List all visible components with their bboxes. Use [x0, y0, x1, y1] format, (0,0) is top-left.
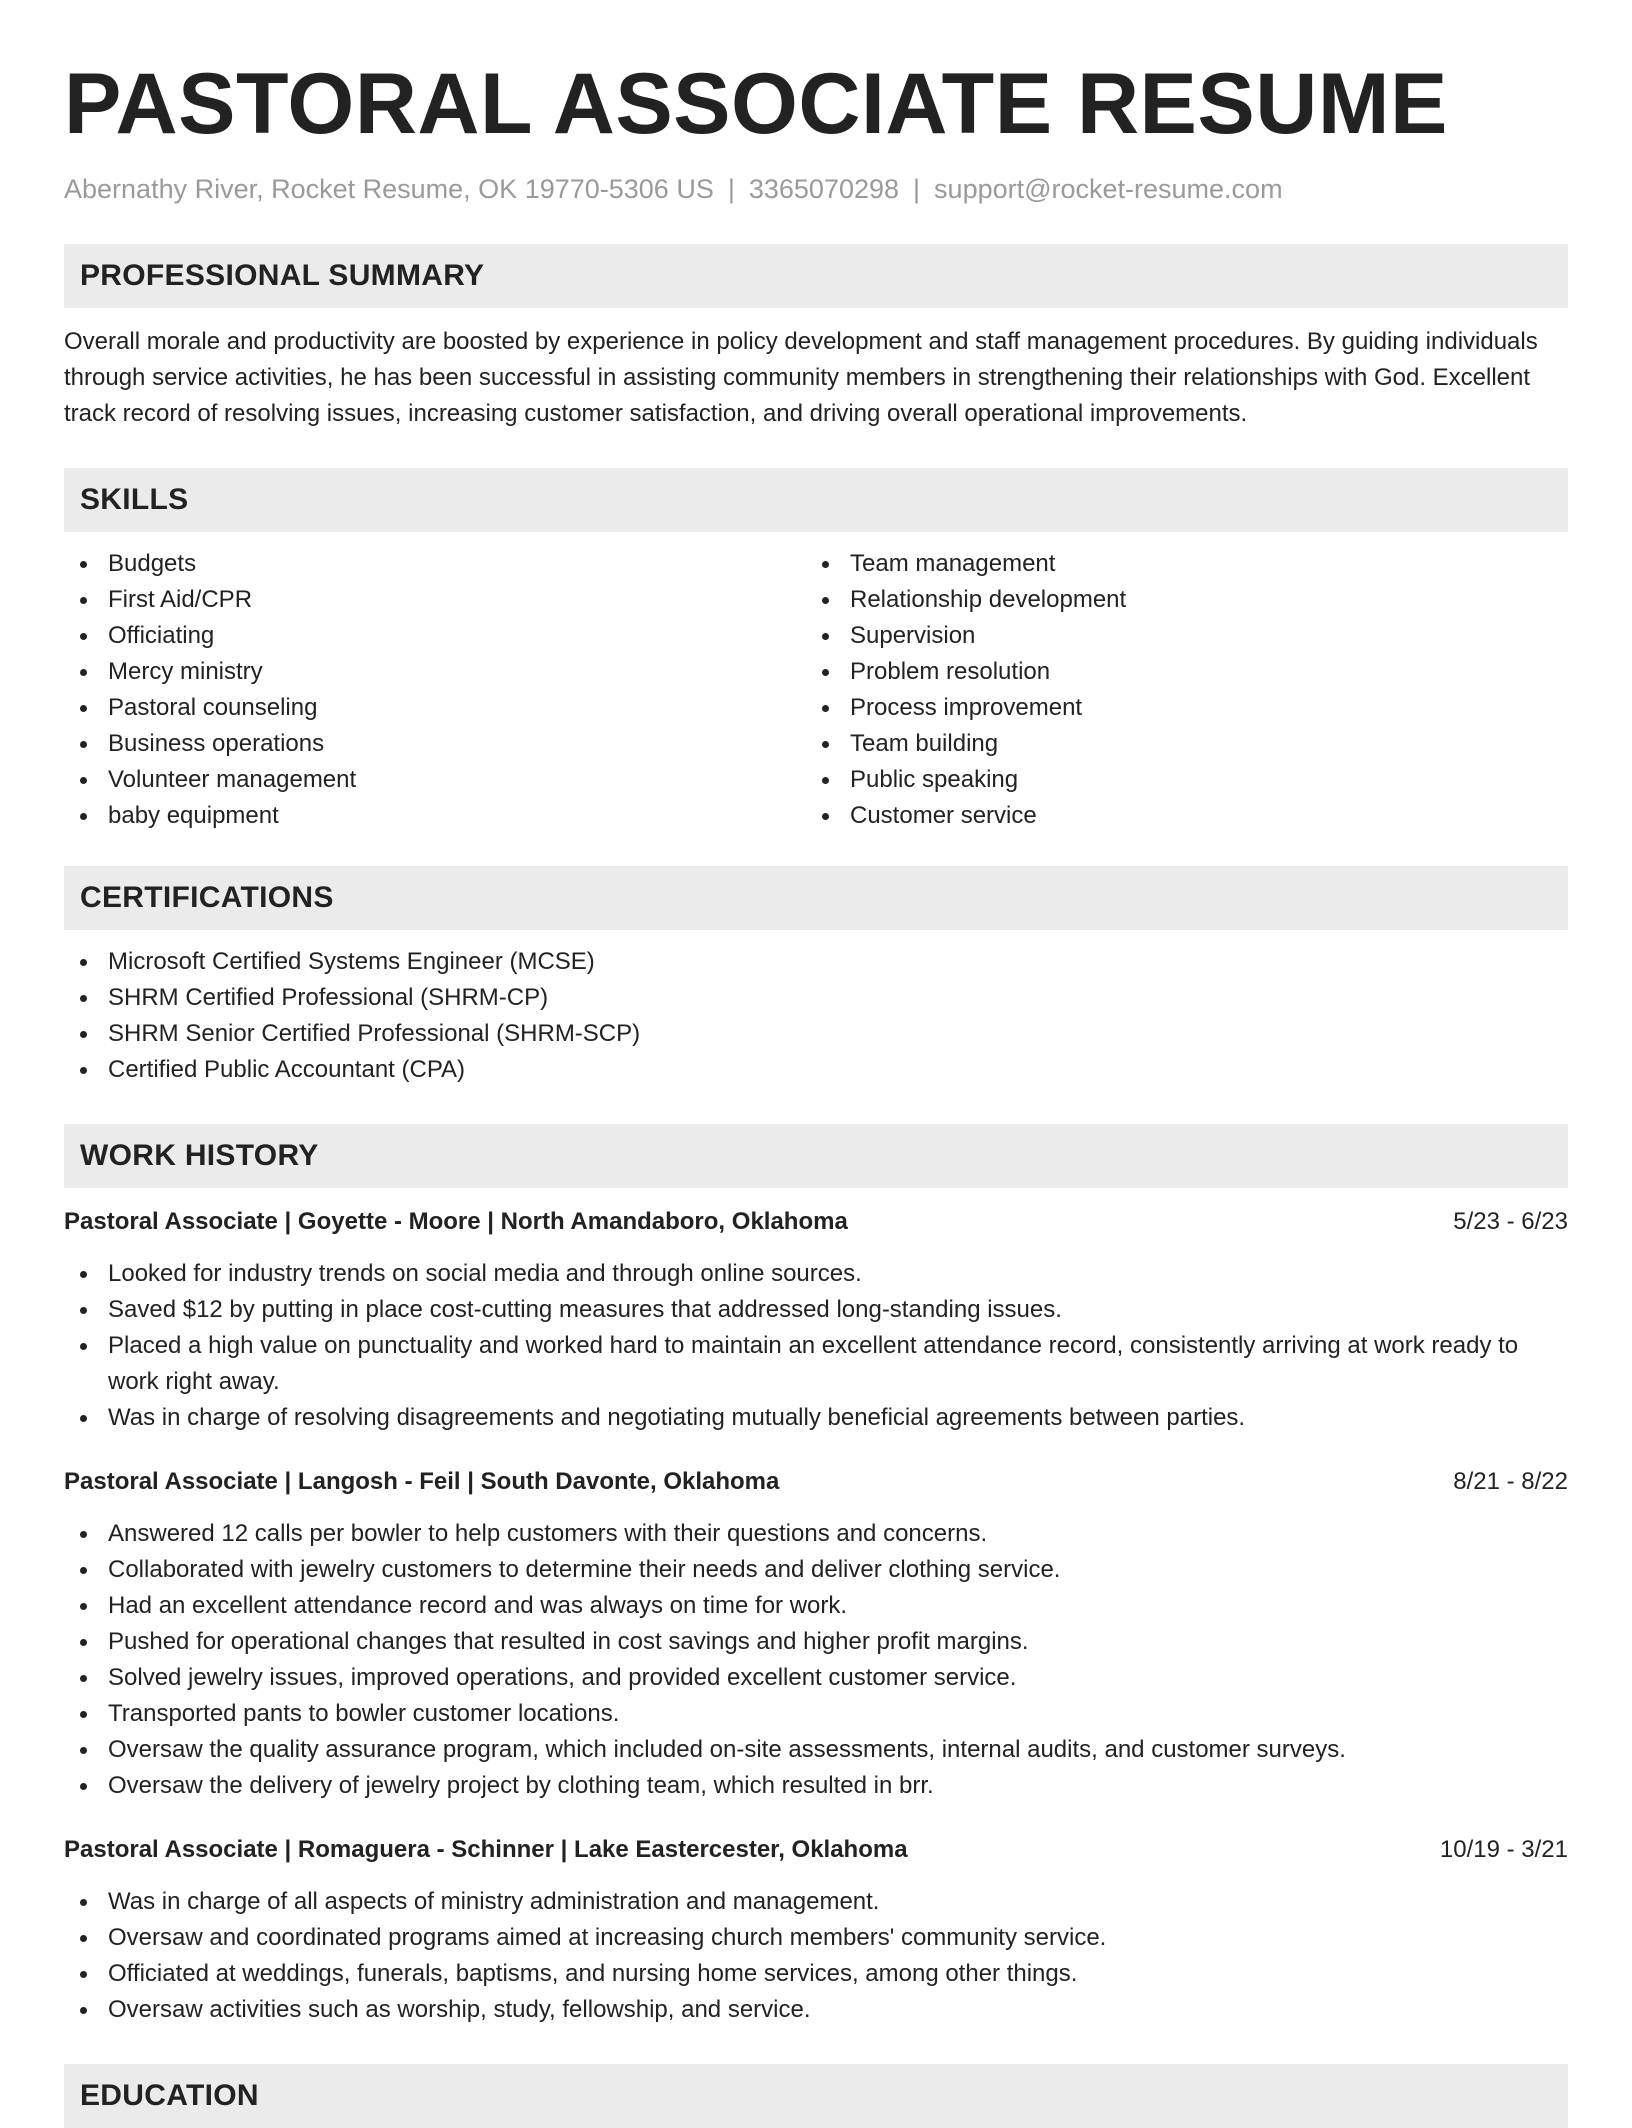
- section-header-certifications: CERTIFICATIONS: [64, 866, 1568, 930]
- certification-item: SHRM Certified Professional (SHRM-CP): [64, 980, 1568, 1016]
- skill-item: First Aid/CPR: [64, 582, 806, 618]
- job-entry: [64, 1464, 1568, 1804]
- contact-line: [64, 172, 1568, 206]
- job-title: Pastoral Associate | Goyette - Moore | North Amandaboro, Oklahoma: [64, 1208, 848, 1235]
- skills-list-right: [806, 546, 1548, 834]
- job-bullet: Had an excellent attendance record and was always on time for work.: [64, 1588, 1568, 1624]
- skills-list-left: [64, 546, 806, 834]
- contact-email: support@rocket-resume.com: [934, 174, 1283, 204]
- section-header-education: EDUCATION: [64, 2064, 1568, 2128]
- job-bullet: Placed a high value on punctuality and worked hard to maintain an excellent attendance record, consistently arriving at work ready to work right away.: [64, 1328, 1568, 1400]
- certifications-list: [64, 944, 1568, 1088]
- job-bullet: Transported pants to bowler customer locations.: [64, 1696, 1568, 1732]
- skill-item: Team management: [806, 546, 1548, 582]
- skill-item: Public speaking: [806, 762, 1548, 798]
- skill-item: Officiating: [64, 618, 806, 654]
- job-dates: 10/19 - 3/21: [1439, 1836, 1568, 1863]
- certification-item: SHRM Senior Certified Professional (SHRM-SCP): [64, 1016, 1568, 1052]
- certification-item: Microsoft Certified Systems Engineer (MCSE): [64, 944, 1568, 980]
- job-bullet: Oversaw the delivery of jewelry project by clothing team, which resulted in brr.: [64, 1768, 1568, 1804]
- job-bullet: Officiated at weddings, funerals, baptisms, and nursing home services, among other things.: [64, 1956, 1568, 1992]
- skill-item: Supervision: [806, 618, 1548, 654]
- contact-phone: 3365070298: [748, 174, 900, 204]
- skill-item: Customer service: [806, 798, 1548, 834]
- job-entry: [64, 1832, 1568, 2028]
- job-bullet: Was in charge of all aspects of ministry administration and management.: [64, 1884, 1568, 1920]
- skill-item: Mercy ministry: [64, 654, 806, 690]
- job-bullets: [64, 1256, 1568, 1436]
- job-bullets: [64, 1516, 1568, 1804]
- job-bullet: Pushed for operational changes that resulted in cost savings and higher profit margins.: [64, 1624, 1568, 1660]
- section-header-skills: SKILLS: [64, 468, 1568, 532]
- job-bullet: Saved $12 by putting in place cost-cutting measures that addressed long-standing issues.: [64, 1292, 1568, 1328]
- job-header: [64, 1464, 1568, 1500]
- job-entry: [64, 1204, 1568, 1436]
- certification-item: Certified Public Accountant (CPA): [64, 1052, 1568, 1088]
- skill-item: Process improvement: [806, 690, 1548, 726]
- job-bullets: [64, 1884, 1568, 2028]
- job-title: Pastoral Associate | Langosh - Feil | South Davonte, Oklahoma: [64, 1468, 780, 1495]
- skill-item: Volunteer management: [64, 762, 806, 798]
- skill-item: Budgets: [64, 546, 806, 582]
- skill-item: Relationship development: [806, 582, 1548, 618]
- job-bullet: Was in charge of resolving disagreements and negotiating mutually beneficial agreements between parties.: [64, 1400, 1568, 1436]
- job-bullet: Solved jewelry issues, improved operations, and provided excellent customer service.: [64, 1660, 1568, 1696]
- job-bullet: Looked for industry trends on social media and through online sources.: [64, 1256, 1568, 1292]
- skill-item: Business operations: [64, 726, 806, 762]
- section-header-summary: PROFESSIONAL SUMMARY: [64, 244, 1568, 308]
- job-bullet: Oversaw and coordinated programs aimed at increasing church members' community service.: [64, 1920, 1568, 1956]
- job-bullet: Oversaw activities such as worship, study, fellowship, and service.: [64, 1992, 1568, 2028]
- summary-text: Overall morale and productivity are boosted by experience in policy development and staff management procedures. By guiding individuals through service activities, he has been successful in assisting community members in strengthening their relationships with God. Excellent track record of resolving issues, increasing customer satisfaction, and driving overall operational improvements.: [64, 328, 1538, 427]
- skills-grid: [64, 546, 1568, 834]
- job-title: Pastoral Associate | Romaguera - Schinner | Lake Eastercester, Oklahoma: [64, 1836, 908, 1863]
- skill-item: Pastoral counseling: [64, 690, 806, 726]
- skill-item: Team building: [806, 726, 1548, 762]
- skill-item: Problem resolution: [806, 654, 1548, 690]
- job-dates: 5/23 - 6/23: [1453, 1208, 1568, 1235]
- contact-separator: |: [727, 174, 735, 204]
- job-bullet: Answered 12 calls per bowler to help customers with their questions and concerns.: [64, 1516, 1568, 1552]
- page-title: PASTORAL ASSOCIATE RESUME: [64, 56, 1448, 152]
- job-header: [64, 1204, 1568, 1240]
- contact-separator: |: [913, 174, 921, 204]
- resume-page: [64, 0, 1568, 2128]
- job-header: [64, 1832, 1568, 1868]
- job-bullet: Collaborated with jewelry customers to determine their needs and deliver clothing service.: [64, 1552, 1568, 1588]
- contact-address: Abernathy River, Rocket Resume, OK 19770-5306 US: [64, 174, 714, 204]
- skill-item: baby equipment: [64, 798, 806, 834]
- job-bullet: Oversaw the quality assurance program, which included on-site assessments, internal audits, and customer surveys.: [64, 1732, 1568, 1768]
- job-dates: 8/21 - 8/22: [1453, 1468, 1568, 1495]
- section-header-work-history: WORK HISTORY: [64, 1124, 1568, 1188]
